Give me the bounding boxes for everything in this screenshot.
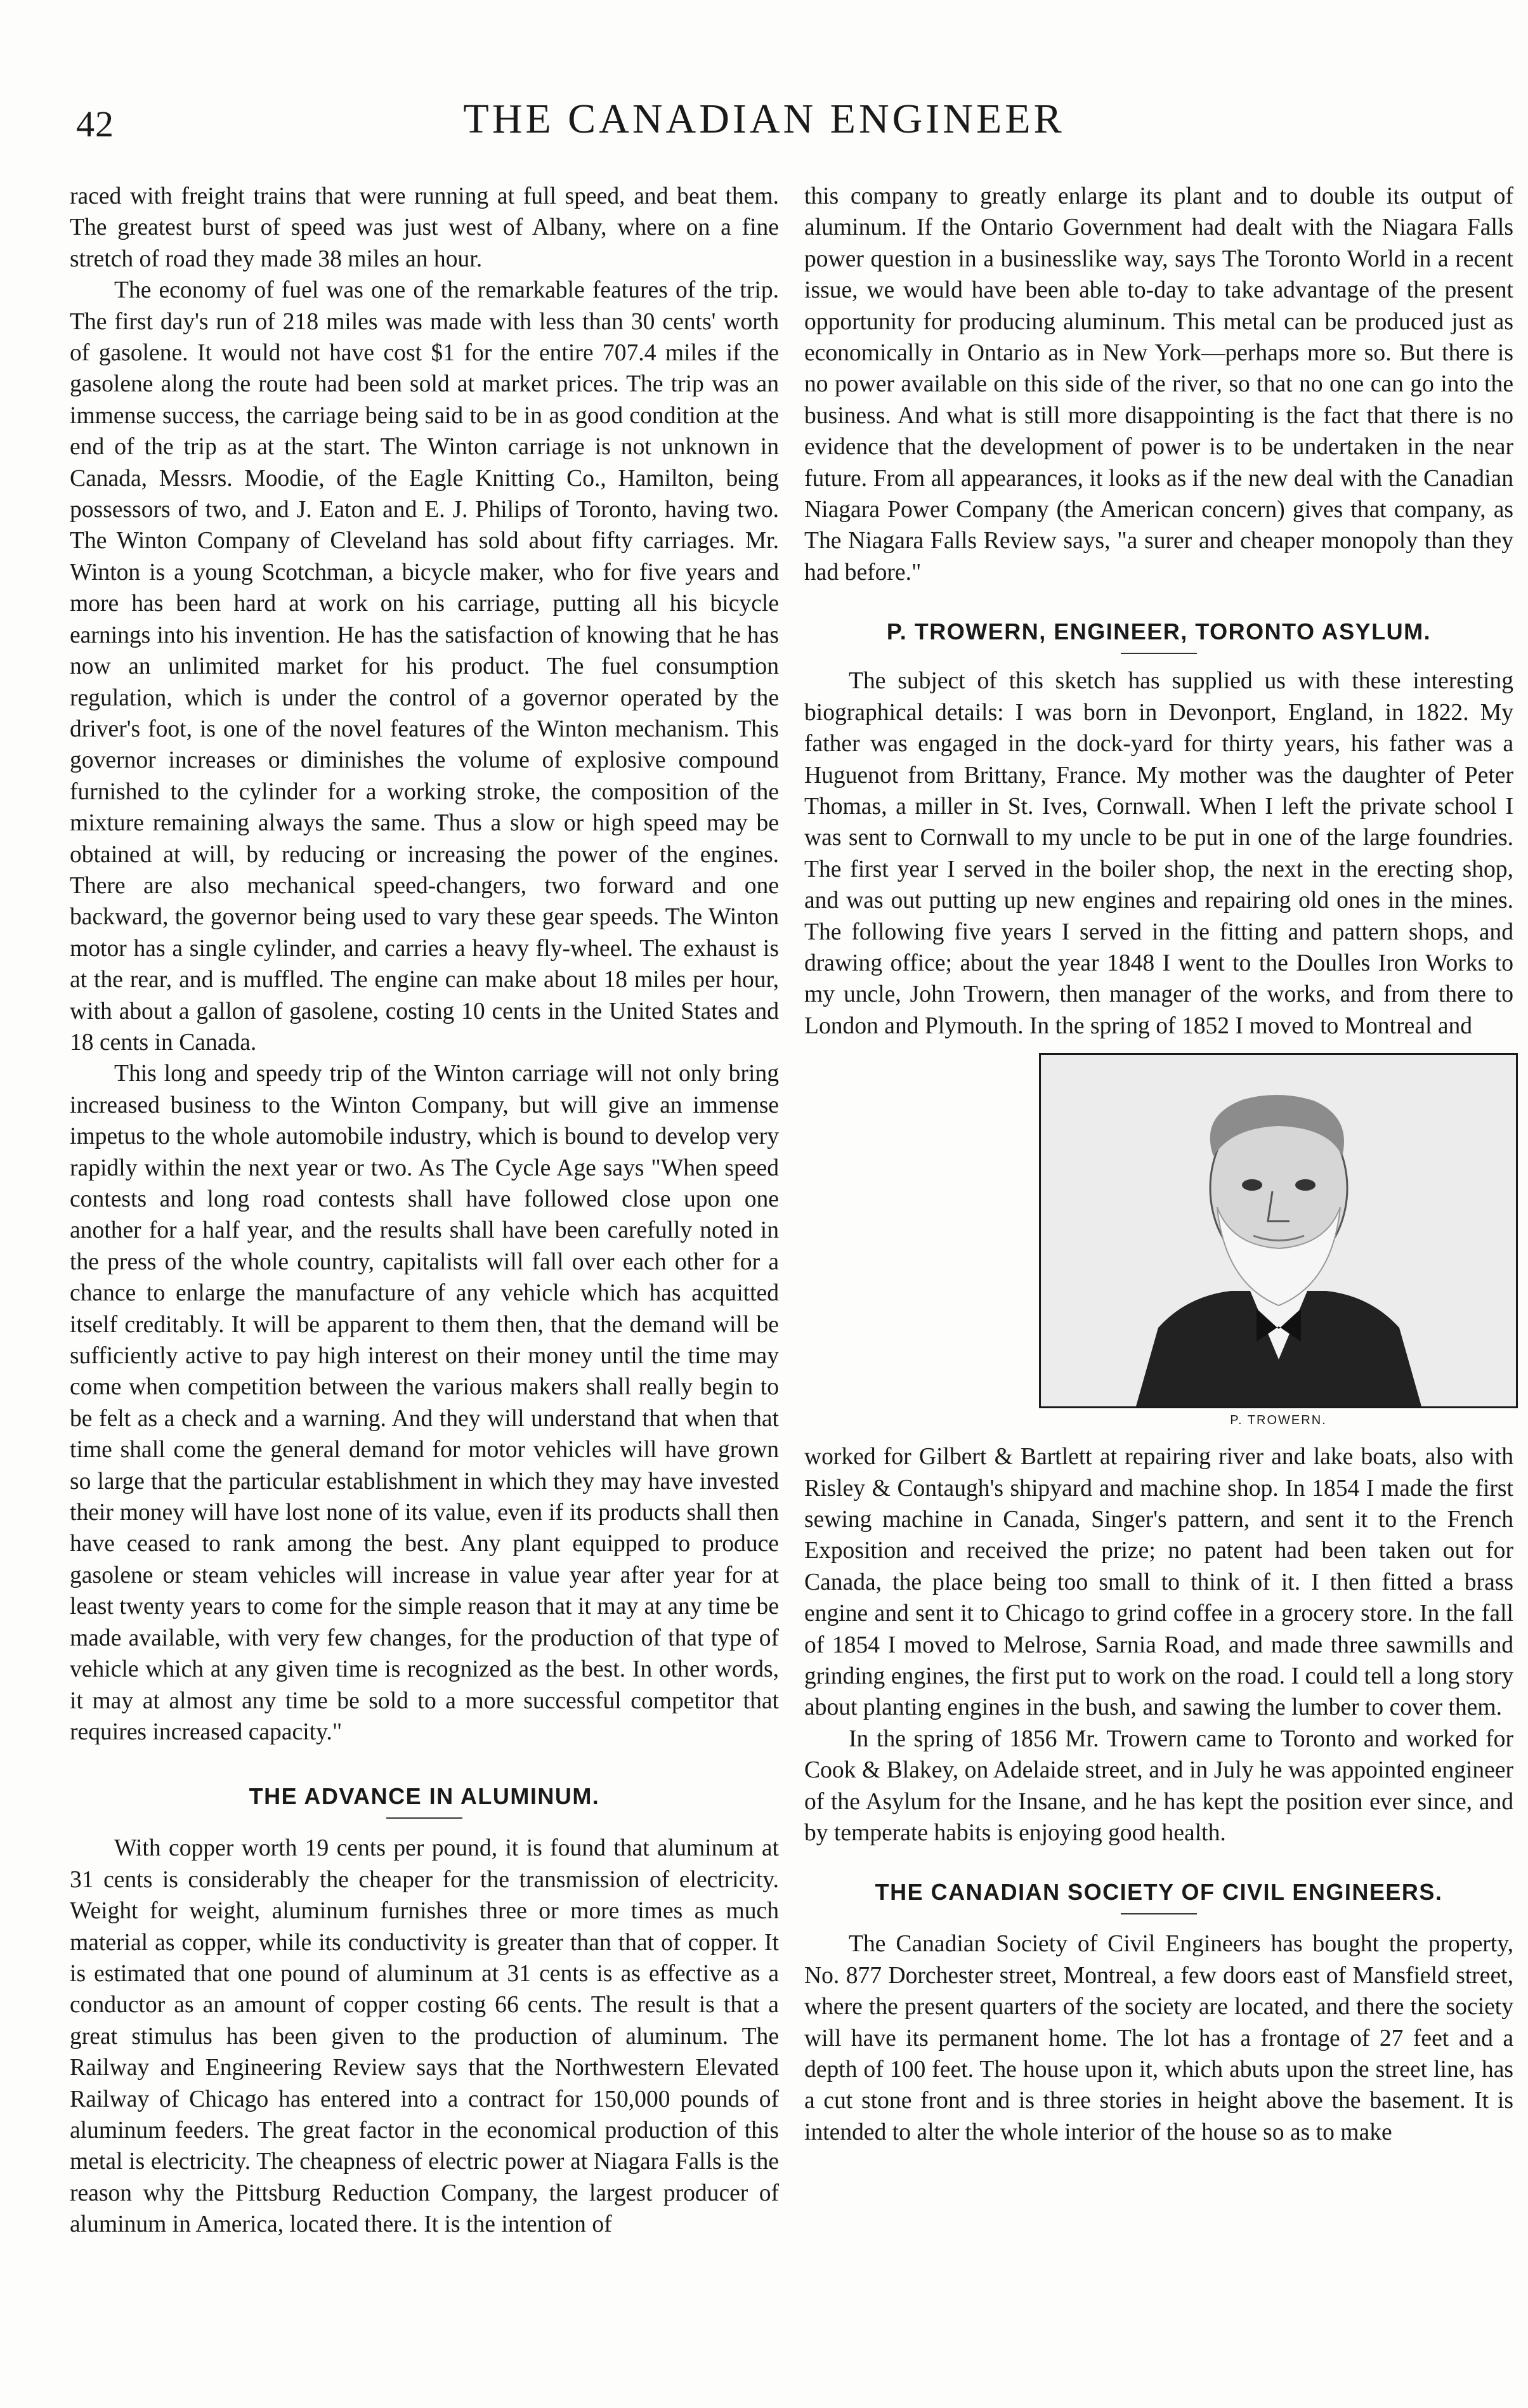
aluminum-continuation-paragraph: this company to greatly enlarge its plant and to double its output of aluminum. If the Ontario Government had dealt with the Niagara Falls power question in a businesslike way, says The Toronto World in a recent issue, we would have been able to-day to take advantage of the present opportunity for producing aluminum. This metal can be produced just as economically in Ontario as in New York—perhaps more so. But there is no power available on this side of the river, so that no one can go into the business. And what is still more disappointing is the fact that there is no evidence that the development of power is to be undertaken in the near future. From all appearances, it looks as if the new deal with the Canadian Niagara Power Company (the American concern) gives that company, as The Niagara Falls Review says, "a surer and cheaper monopoly than they had before." xyxy=(804,183,1513,586)
aluminum-heading: THE ADVANCE IN ALUMINUM. xyxy=(249,1783,600,1810)
page-number: 42 xyxy=(76,103,114,145)
left-column xyxy=(70,181,779,2241)
trowern-paragraph-3: In the spring of 1856 Mr. Trowern came to Toronto and worked for Cook & Blakey, on Adelaide street, and in July he was appointed engineer of the Asylum for the Insane, and he has kept the position ever since, and by temperate habits is enjoying good health. xyxy=(804,1725,1513,1847)
aluminum-paragraph: With copper worth 19 cents per pound, it is found that aluminum at 31 cents is considerably the cheaper for the transmission of electricity. Weight for weight, aluminum furnishes three or more times as much material as copper, while its conductivity is greater than that of copper. It is estimated that one pound of aluminum at 31 cents is as effective as a conductor as an amount of copper costing 66 cents. The result is that a great stimulus has been given to the production of aluminum. The Railway and Engineering Review says that the Northwestern Elevated Railway of Chicago has entered into a contract for 150,000 pounds of aluminum feeders. The great factor in the economical production of this metal is electricity. The cheapness of electric power at Niagara Falls is the reason why the Pittsburg Reduction Company, the largest producer of aluminum in America, located there. It is the intention of xyxy=(70,1835,779,2238)
society-paragraph: The Canadian Society of Civil Engineers has bought the property, No. 877 Dorchester street, Montreal, a few doors east of Mansfield street, where the present quarters of the society are located, and there the society will have its permanent home. The lot has a frontage of 27 feet and a depth of 100 feet. The house upon it, which abuts upon the street line, has a cut stone front and is three stories in height above the basement. It is intended to alter the whole interior of the house so as to make xyxy=(804,1931,1513,2145)
portrait-caption: P. TROWERN. xyxy=(1230,1413,1327,1428)
society-heading: THE CANADIAN SOCIETY OF CIVIL ENGINEERS. xyxy=(875,1879,1443,1906)
trowern-heading: P. TROWERN, ENGINEER, TORONTO ASYLUM. xyxy=(886,618,1432,645)
portrait-illustration xyxy=(1041,1055,1516,1406)
winton-paragraph-1: raced with freight trains that were running at full speed, and beat them. The greatest burst of speed was just west of Albany, where on a fine stretch of road they made 38 miles an hour. xyxy=(70,183,779,272)
winton-paragraph-2: The economy of fuel was one of the remarkable features of the trip. The first day's run of 218 miles was made with less than 30 cents' worth of gasolene. It would not have cost $1 for the entire 707.4 miles if the gasolene along the route had been sold at market prices. The trip was an immense success, the carriage being said to be in as good condition at the end of the trip as at the start. The Winton carriage is not unknown in Canada, Messrs. Moodie, of the Eagle Knitting Co., Hamilton, being possessors of two, and J. Eaton and E. J. Philips of Toronto, having two. The Winton Company of Cleveland has sold about fifty carriages. Mr. Winton is a young Scotchman, a bicycle maker, who for five years and more has been hard at work on his carriage, putting all his bicycle earnings into his invention. He has the satisfaction of knowing that he has now an unlimited market for his product. The fuel consumption regulation, which is under the control of a governor operated by the driver's foot, is one of the novel features of the Winton mechanism. This governor increases or diminishes the volume of explosive compound furnished to the cylinder for a working stroke, the composition of the mixture remaining always the same. Thus a slow or high speed may be obtained at will, by reducing or increasing the power of the engines. There are also mechanical speed-changers, two forward and one backward, the governor being used to vary these gear speeds. The Winton motor has a single cylinder, and carries a heavy fly-wheel. The exhaust is at the rear, and is muffled. The engine can make about 18 miles per hour, with about a gallon of gasolene, costing 10 cents in the United States and 18 cents in Canada. xyxy=(70,277,779,1056)
page-header xyxy=(0,0,1528,178)
journal-title: THE CANADIAN ENGINEER xyxy=(463,96,1065,142)
winton-paragraph-3: This long and speedy trip of the Winton carriage will not only bring increased business to the Winton Company, but will give an immense impetus to the whole automobile industry, which is bound to develop very rapidly within the next year or two. As The Cycle Age says "When speed contests and long road contests shall have followed close upon one another for a half year, and the results shall have been carefully noted in the press of the whole country, capitalists will fall over each other for a chance to enlarge the manufacture of any vehicle which has acquitted itself creditably. It will be apparent to them then, that the demand will be sufficiently active to pay high interest on their money until the time may come when competition between the various makers shall really begin to be felt as a check and a warning. And they will understand that when that time shall come the general demand for motor vehicles will have grown so large that the particular establishment in which they may have invested their money will have lost none of its value, even if its products shall then have ceased to rank among the best. Any plant equipped to produce gasolene or steam vehicles will increase in value year after year for at least twenty years to come for the simple reason that it may at any time be made available, with very few changes, for the production of that type of vehicle which at any given time is recognized as the best. In other words, it may at almost any time be sold to a more successful competitor that requires increased capacity." xyxy=(70,1061,779,1745)
aluminum-heading-rule xyxy=(386,1817,462,1819)
right-column xyxy=(804,181,1513,2148)
trowern-portrait xyxy=(1039,1053,1518,1408)
trowern-heading-rule xyxy=(1121,653,1197,654)
society-heading-rule xyxy=(1121,1913,1197,1914)
trowern-paragraph-2: worked for Gilbert & Bartlett at repairing river and lake boats, also with Risley & Contaugh's shipyard and machine shop. In 1854 I made the first sewing machine in Canada, Singer's pattern, and sent it to the French Exposition and received the prize; no patent had been taken out for Canada, the place being too small to think of it. I then fitted a brass engine and sent it to Chicago to grind coffee in a grocery store. In the fall of 1854 I moved to Melrose, Sarnia Road, and made three sawmills and grinding engines, the first put to work on the road. I could tell a long story about planting engines in the bush, and sawing the lumber to cover them. xyxy=(804,1444,1513,1721)
trowern-paragraph-1: The subject of this sketch has supplied us with these interesting biographical details: I was born in Devonport, England, in 1822. My father was engaged in the dock-yard for thirty years, his father was a Huguenot from Brittany, France. My mother was the daughter of Peter Thomas, a miller in St. Ives, Cornwall. When I left the private school I was sent to Cornwall to my uncle to be put in one of the large foundries. The first year I served in the boiler shop, the next in the erecting shop, and was out putting up new engines and repairing old ones in the mines. The following five years I served in the fitting and pattern shops, and drawing office; about the year 1848 I went to the Doulles Iron Works to my uncle, John Trowern, then manager of the works, and from there to London and Plymouth. In the spring of 1852 I moved to Montreal and xyxy=(804,668,1513,1039)
